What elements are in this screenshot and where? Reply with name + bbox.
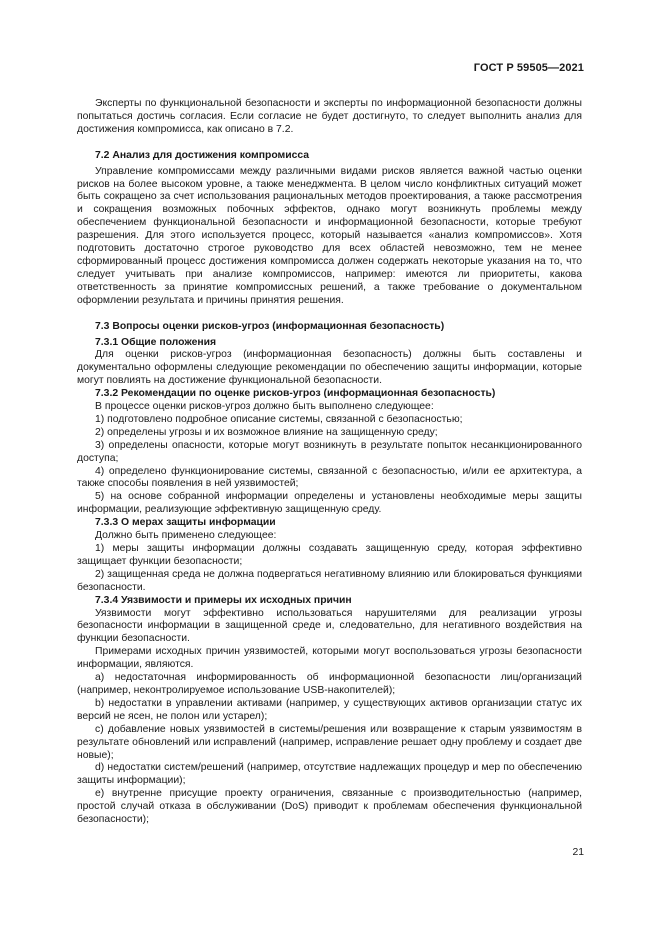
section-7-3-4-title: 7.3.4 Уязвимости и примеры их исходных причин bbox=[95, 594, 352, 606]
document-header: ГОСТ Р 59505—2021 bbox=[473, 62, 584, 74]
list-item: 5) на основе собранной информации определены и установлены необходимые меры защиты информации, реализующие эффективную защищенную среду. bbox=[77, 491, 582, 516]
section-7-2-paragraph: Управление компромиссами между различными видами рисков является важной частью оценки рисков на более высоком уровне, а также менеджмента. В целом число конфликтных ситуаций может быть сокращено за счет использования рациональных методов проектирования, а также рассмотрения и сокращения возможных побочных эффектов, однако могут возникнуть проблемы между обеспечением функциональной безопасности и информационной безопасности, которые требуют разрешения. Для этого используется процесс, который называется «анализ компромиссов». Хотя подготовить достаточно строгое руководство для всех областей невозможно, тем не менее сформированный процесс достижения компромисса должен содержать некоторые указания на то, что следует учитывать при анализе компромиссов, например: имеются ли приоритеты, какова ответственность за принятие компромиссных решений, а также требование о документальном оформлении результата и причины принятия решения. bbox=[77, 165, 582, 306]
list-item: a) недостаточная информированность об информационной безопасности лиц/организаций (например, неконтролируемое использование USB-накопителей); bbox=[77, 672, 582, 696]
list-item: d) недостатки систем/решений (например, отсутствие надлежащих процедур и мер по обеспечению защиты информации); bbox=[77, 762, 582, 787]
list-item: 1) меры защиты информации должны создавать защищенную среду, которая эффективно защищает функции безопасности; bbox=[77, 543, 582, 567]
list-item: 4) определено функционирование системы, связанной с безопасностью, и/или ее архитектура, а также способы появления в ней уязвимостей; bbox=[77, 465, 582, 490]
list-item: c) добавление новых уязвимостей в системы/решения или возвращение к старым уязвимостям в результате обновлений или исправлений (например, исправление решает одну проблему и создает две новые); bbox=[77, 723, 582, 761]
section-7-3-title: 7.3 Вопросы оценки рисков-угроз (информационная безопасность) bbox=[95, 320, 445, 332]
section-7-3-2-title: 7.3.2 Рекомендации по оценке рисков-угроз (информационная безопасность) bbox=[95, 388, 496, 400]
page-body bbox=[77, 98, 582, 827]
list-item: e) внутренне присущие проекту ограничения, связанные с производительностью (например, простой случай отказа в обслуживании (DoS) приводит к проблемам обеспечения функциональной безопасности); bbox=[77, 788, 582, 826]
section-7-3-4-paragraph-2: Примерами исходных причин уязвимостей, которыми могут воспользоваться угрозы безопасности информации, являются. bbox=[77, 646, 582, 671]
page-number: 21 bbox=[572, 847, 584, 858]
section-7-3-1-paragraph: Для оценки рисков-угроз (информационная безопасность) должны быть составлены и документально оформлены следующие рекомендации по обеспечению защиты информации, которые могут повлиять на достижение функциональной безопасности. bbox=[77, 349, 582, 387]
list-item: 3) определены опасности, которые могут возникнуть в результате попыток несанкционированного доступа; bbox=[77, 439, 582, 464]
list-item: 2) определены угрозы и их возможное влияние на защищенную среду; bbox=[95, 426, 438, 438]
list-item: 2) защищенная среда не должна подвергаться негативному влиянию или блокироваться функциями безопасности. bbox=[77, 568, 582, 593]
section-7-3-4-paragraph-1: Уязвимости могут эффективно использоваться нарушителями для реализации угрозы безопасности информации в защищенной среде и, следовательно, для негативного воздействия на функции безопасности. bbox=[77, 607, 582, 645]
section-7-2-title: 7.2 Анализ для достижения компромисса bbox=[95, 149, 310, 161]
section-7-3-3-lead: Должно быть применено следующее: bbox=[95, 530, 277, 542]
list-item: 1) подготовлено подробное описание системы, связанной с безопасностью; bbox=[95, 413, 463, 425]
section-7-3-2-lead: В процессе оценки рисков-угроз должно быть выполнено следующее: bbox=[95, 401, 434, 413]
intro-paragraph: Эксперты по функциональной безопасности и эксперты по информационной безопасности должны попытаться достичь согласия. Если согласие не будет достигнуто, то следует выполнить анализ для достижения компромисса, как описано в 7.2. bbox=[77, 98, 582, 135]
list-item: b) недостатки в управлении активами (например, у существующих активов организации статус их версий не ясен, не полон или устарел); bbox=[77, 697, 582, 722]
section-7-3-1-title: 7.3.1 Общие положения bbox=[95, 336, 217, 348]
section-7-3-3-title: 7.3.3 О мерах защиты информации bbox=[95, 517, 276, 529]
